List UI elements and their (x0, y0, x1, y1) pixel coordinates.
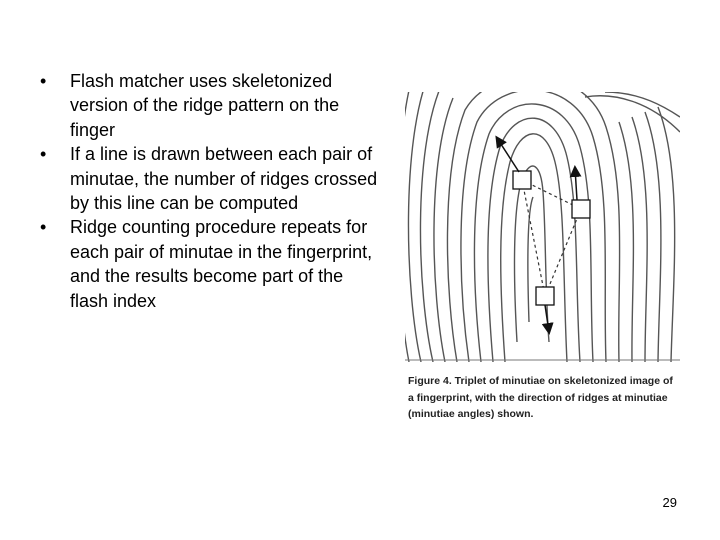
minutia-marker (572, 200, 590, 218)
fingerprint-figure (405, 92, 680, 362)
bullet-item: • Ridge counting procedure repeats for each pair of minutae in the fingerprint, and the results become part of the flash index (40, 215, 380, 313)
minutia-marker (536, 287, 554, 305)
ridge-pattern (405, 92, 680, 362)
minutia-angle-arrow (575, 168, 577, 200)
bullet-list (40, 69, 380, 313)
figure-caption: Figure 4. Triplet of minutiae on skeletonized image of a fingerprint, with the direction of ridges at minutiae (minutiae angles) shown. (408, 375, 673, 420)
minutia-marker (513, 171, 531, 189)
page-number: 29 (662, 495, 677, 510)
bullet-item: • If a line is drawn between each pair of minutae, the number of ridges crossed by this line can be computed (40, 142, 380, 215)
minutia-angle-arrow (497, 138, 519, 172)
bullet-item: • Flash matcher uses skeletonized version of the ridge pattern on the finger (40, 69, 380, 142)
